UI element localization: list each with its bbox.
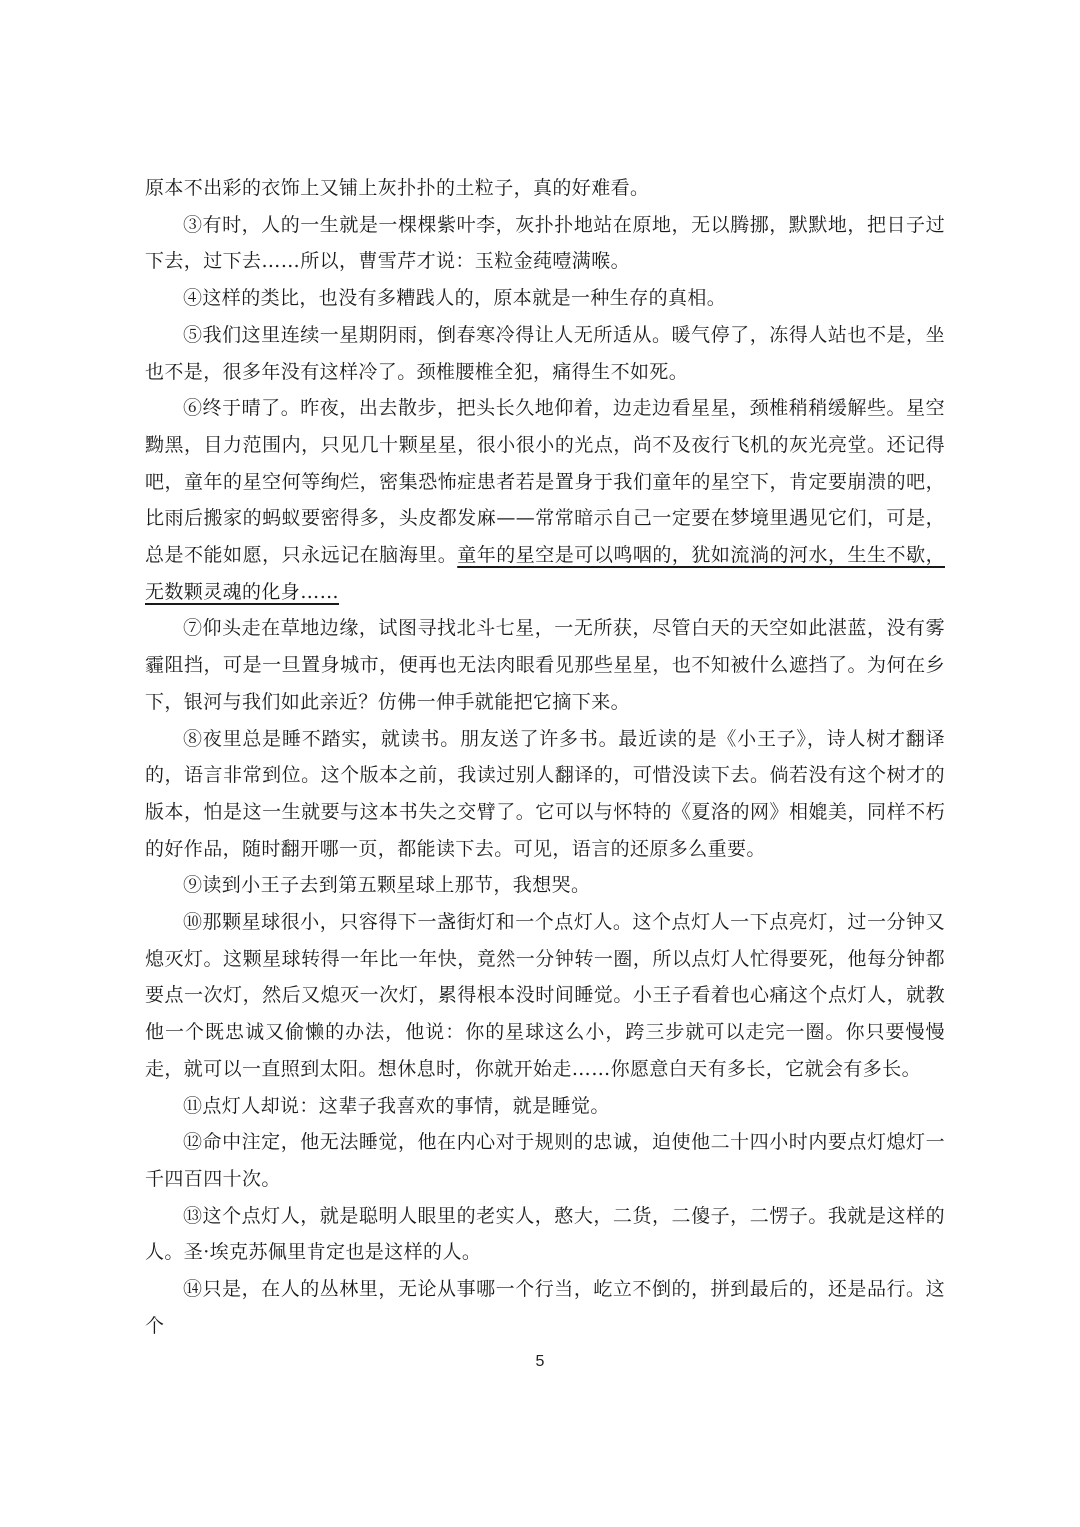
paragraph-12: ⑫命中注定，他无法睡觉，他在内心对于规则的忠诚，迫使他二十四小时内要点灯熄灯一千四百四十次。: [145, 1131, 945, 1190]
paragraph-9: ⑨读到小王子去到第五颗星球上那节，我想哭。: [183, 874, 591, 897]
paragraph-3: ③有时，人的一生就是一棵棵紫叶李，灰扑扑地站在原地，无以腾挪，默默地，把日子过下去，过下去……所以，曹雪芹才说：玉粒金莼噎满喉。: [145, 213, 945, 273]
paragraph-10: ⑩那颗星球很小，只容得下一盏街灯和一个点灯人。这个点灯人一下点亮灯，过一分钟又熄灭灯。这颗星球转得一年比一年快，竟然一分钟转一圈，所以点灯人忙得要死，他每分钟都要点一次灯，然后又熄灭一次灯，累得根本没时间睡觉。小王子看着也心痛这个点灯人，就教他一个既忠诚又偷懒的办法，他说：你的星球这么小，跨三步就可以走完一圈。你只要慢慢走，就可以一直照到太阳。想休息时，你就开始走……你愿意白天有多长，它就会有多长。: [145, 911, 945, 1080]
page-number: 5: [535, 1353, 545, 1370]
paragraph-6-text: ⑥终于晴了。昨夜，出去散步，把头长久地仰着，边走边看星星，颈椎稍稍缓解些。星空黝黑，目力范围内，只见几十颗星星，很小很小的光点，尚不及夜行飞机的灰光亮堂。还记得吧，童年的星空何等绚烂，密集恐怖症患者若是置身于我们童年的星空下，肯定要崩溃的吧，比雨后搬家的蚂蚁要密得多，头皮都发麻——常常暗示自己一定要在梦境里遇见它们，可是，总是不能如愿，只永远记在脑海里。: [145, 397, 945, 567]
paragraph-11: ⑪点灯人却说：这辈子我喜欢的事情，就是睡觉。: [183, 1094, 610, 1117]
paragraph-4: ④这样的类比，也没有多糟践人的，原本就是一种生存的真相。: [183, 287, 727, 310]
paragraph-5: ⑤我们这里连续一星期阴雨，倒春寒冷得让人无所适从。暖气停了，冻得人站也不是，坐也不是，很多年没有这样冷了。颈椎腰椎全犯，痛得生不如死。: [145, 323, 945, 383]
article-body: [145, 170, 945, 1345]
paragraph-continuation: 原本不出彩的衣饰上又铺上灰扑扑的土粒子，真的好难看。: [145, 177, 650, 199]
paragraph-7: ⑦仰头走在草地边缘，试图寻找北斗七星，一无所获，尽管白天的天空如此湛蓝，没有雾霾阻挡，可是一旦置身城市，便再也无法肉眼看见那些星星，也不知被什么遮挡了。为何在乡下，银河与我们如此亲近？仿佛一伸手就能把它摘下来。: [145, 617, 945, 713]
paragraph-6: [145, 390, 945, 610]
paragraph-13: ⑬这个点灯人，就是聪明人眼里的老实人，憨大，二货，二傻子，二愣子。我就是这样的人。圣·埃克苏佩里肯定也是这样的人。: [145, 1204, 945, 1264]
paragraph-6-underlined-sentence: 童年的星空是可以鸣咽的，犹如流淌的河水，生生不歇，无数颗灵魂的化身……: [145, 544, 945, 603]
paragraph-8: ⑧夜里总是睡不踏实，就读书。朋友送了许多书。最近读的是《小王子》，诗人树才翻译的，语言非常到位。这个版本之前，我读过别人翻译的，可惜没读下去。倘若没有这个树才的版本，怕是这一生就要与这本书失之交臂了。它可以与怀特的《夏洛的网》相媲美，同样不朽的好作品，随时翻开哪一页，都能读下去。可见，语言的还原多么重要。: [145, 727, 945, 860]
paragraph-14: ⑭只是，在人的丛林里，无论从事哪一个行当，屹立不倒的，拼到最后的，还是品行。这个: [145, 1278, 945, 1337]
